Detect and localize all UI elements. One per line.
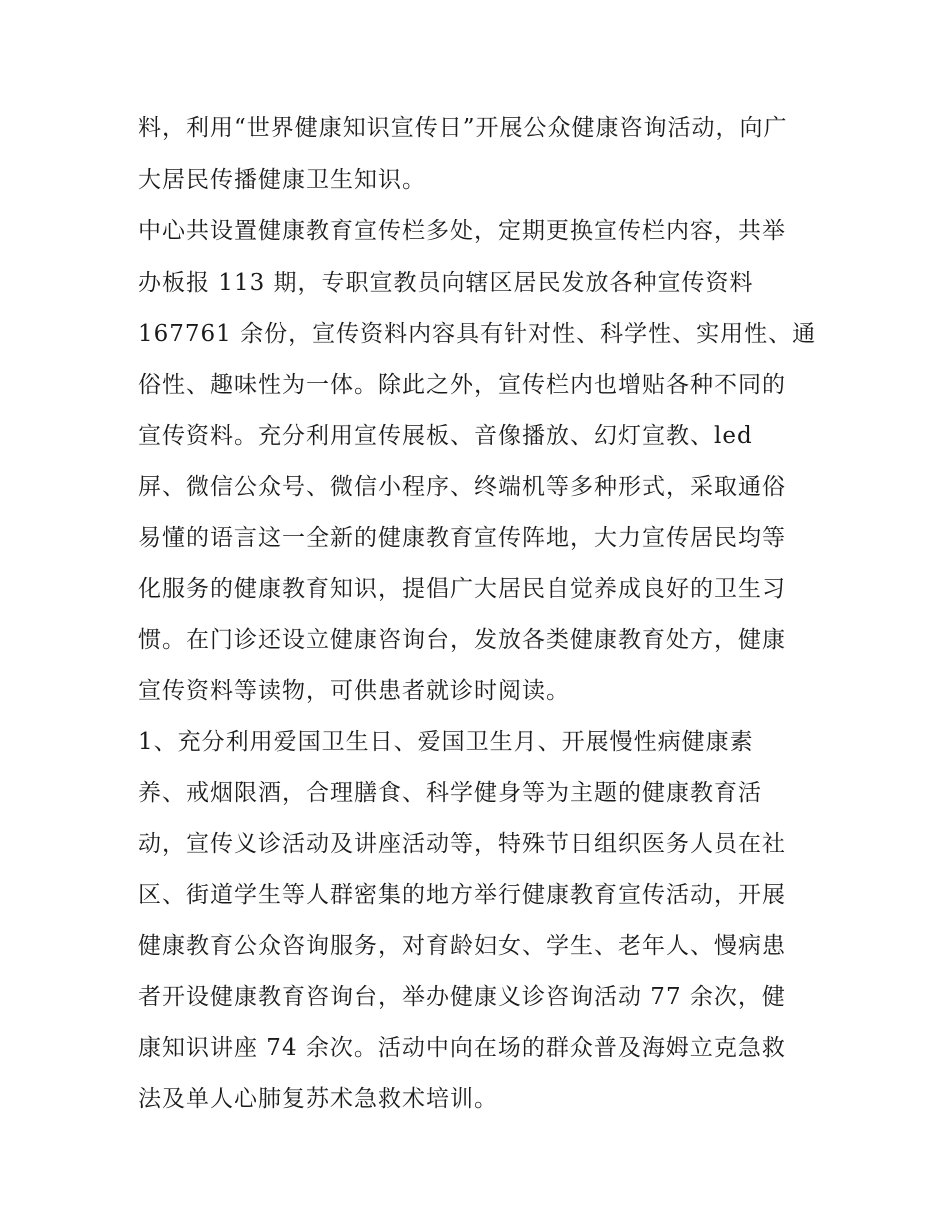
text-line: 宣传资料等读物，可供患者就诊时阅读。 (138, 678, 570, 704)
text-line: 屏、微信公众号、微信小程序、终端机等多种形式，采取通俗 (138, 474, 786, 500)
text-line: 者开设健康教育咨询台，举办健康义诊咨询活动 77 余次，健 (138, 984, 786, 1010)
text-line: 易懂的语言这一全新的健康教育宣传阵地，大力宣传居民均等 (138, 525, 786, 551)
text-line: 区、街道学生等人群密集的地方举行健康教育宣传活动，开展 (138, 882, 786, 908)
text-line: 法及单人心肺复苏术急救术培训。 (138, 1086, 498, 1112)
text-line: 养、戒烟限酒，合理膳食、科学健身等为主题的健康教育活 (138, 780, 762, 806)
text-line: 康知识讲座 74 余次。活动中向在场的群众普及海姆立克急救 (138, 1035, 786, 1061)
text-line: 料，利用“世界健康知识宣传日”开展公众健康咨询活动，向广 (138, 115, 788, 141)
text-line: 中心共设置健康教育宣传栏多处，定期更换宣传栏内容，共举 (138, 218, 786, 244)
text-line: 惯。在门诊还设立健康咨询台，发放各类健康教育处方，健康 (138, 627, 786, 653)
text-line: 167761 余份，宣传资料内容具有针对性、科学性、实用性、通 (138, 321, 817, 347)
text-line: 俗性、趣味性为一体。除此之外，宣传栏内也增贴各种不同的 (138, 372, 786, 398)
text-line: 健康教育公众咨询服务，对育龄妇女、学生、老年人、慢病患 (138, 933, 786, 959)
text-line: 办板报 113 期，专职宣教员向辖区居民发放各种宣传资料 (138, 270, 754, 296)
text-line: 宣传资料。充分利用宣传展板、音像播放、幻灯宣教、led (138, 423, 753, 449)
text-line: 1、充分利用爱国卫生日、爱国卫生月、开展慢性病健康素 (138, 729, 754, 755)
text-line: 化服务的健康教育知识，提倡广大居民自觉养成良好的卫生习 (138, 576, 786, 602)
text-line: 动，宣传义诊活动及讲座活动等，特殊节日组织医务人员在社 (138, 831, 786, 857)
text-line: 大居民传播健康卫生知识。 (138, 167, 426, 193)
